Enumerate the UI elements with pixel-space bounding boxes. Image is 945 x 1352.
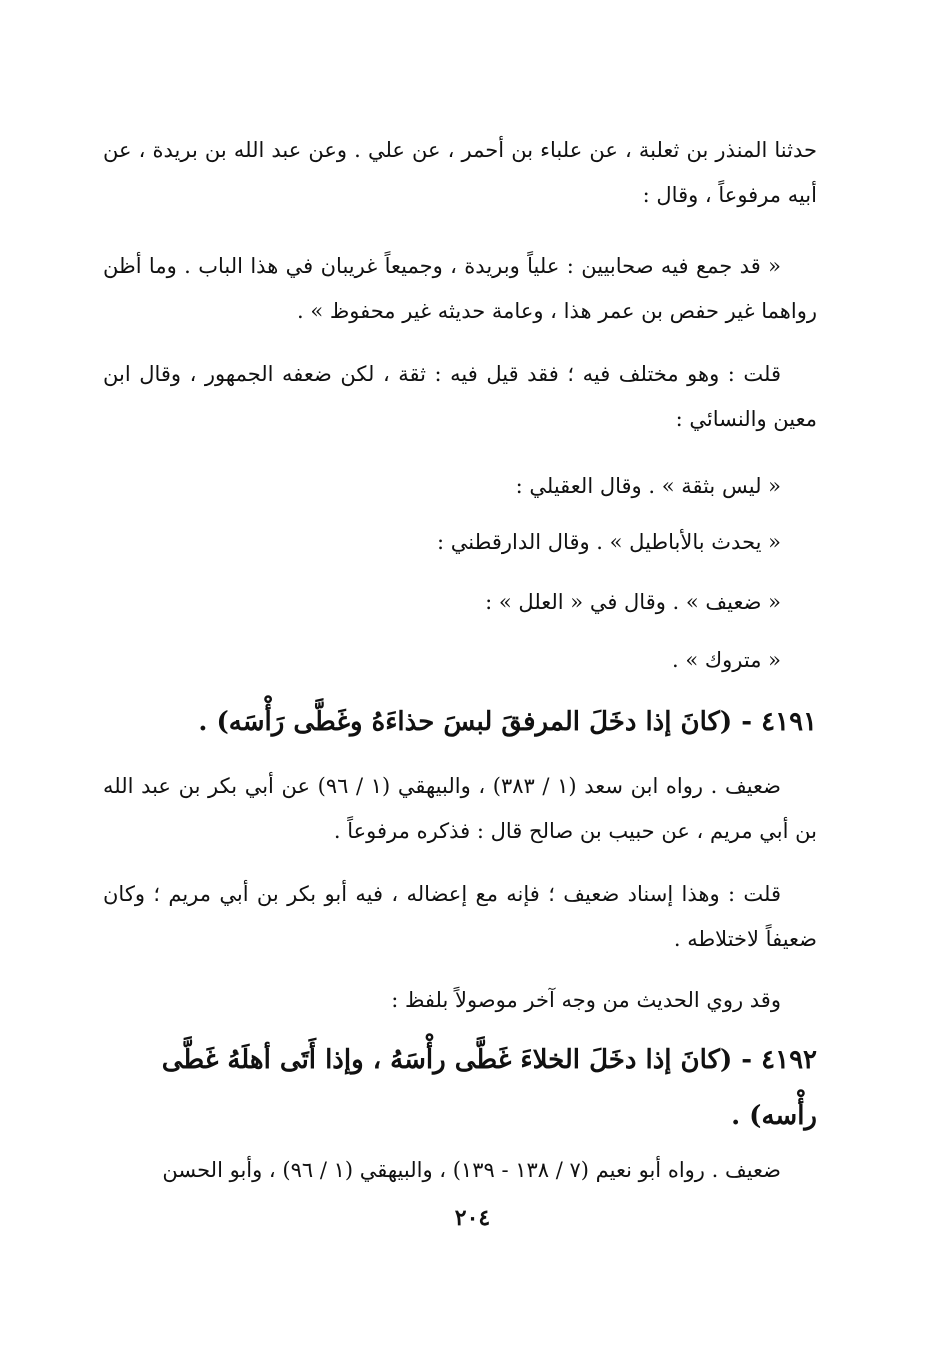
- paragraph-quote-two-companions: « قد جمع فيه صحابيين : علياً وبريدة ، وجميعاً غريبان في هذا الباب . وما أظن رواهما غير حفص بن عمر هذا ، وعامة حديثه غير محفوظ » .: [103, 254, 817, 323]
- paragraph-false-reports: « يحدث بالأباطيل » . وقال الدارقطني :: [437, 530, 781, 554]
- paragraph-weak: « ضعيف » . وقال في « العلل » :: [485, 590, 781, 614]
- hadith-heading-4191: ٤١٩١ - (كانَ إذا دخَلَ المرفقَ لبسَ حذاءَهُ وغَطَّى رَأْسَه) .: [198, 707, 817, 737]
- paragraph-not-trustworthy: « ليس بثقة » . وقال العقيلي :: [515, 474, 781, 498]
- paragraph-abandoned: « متروك » .: [671, 648, 781, 672]
- paragraph-4191-source: ضعيف . رواه ابن سعد (١ / ٣٨٣) ، والبيهقي (١ / ٩٦) عن أبي بكر بن عبد الله بن أبي مريم ، عن حبيب بن صالح قال : فذكره مرفوعاً .: [103, 774, 817, 843]
- page-number: ٢٠٤: [454, 1205, 491, 1231]
- paragraph-4192-source: ضعيف . رواه أبو نعيم (٧ / ١٣٨ - ١٣٩) ، والبيهقي (١ / ٩٦) ، وأبو الحسن: [162, 1158, 781, 1182]
- paragraph-chain-end: حدثنا المنذر بن ثعلبة ، عن علباء بن أحمر ، عن علي . وعن عبد الله بن بريدة ، عن أبيه مرفوعاً ، وقال :: [103, 138, 817, 207]
- paragraph-other-route: وقد روي الحديث من وجه آخر موصولاً بلفظ :: [391, 988, 781, 1012]
- hadith-heading-4192: ٤١٩٢ - (كانَ إذا دخَلَ الخلاءَ غَطَّى رأْسَهُ ، وإذا أَتَى أهلَهُ غَطَّى رأْسه) .: [161, 1045, 817, 1131]
- paragraph-4191-chain-weak: قلت : وهذا إسناد ضعيف ؛ فإنه مع إعضاله ، فيه أبو بكر بن أبي مريم ؛ وكان ضعيفاً لاختلاطه .: [103, 882, 817, 951]
- paragraph-narrator-assessment: قلت : وهو مختلف فيه ؛ فقد قيل فيه : ثقة ، لكن ضعفه الجمهور ، وقال ابن معين والنسائي :: [103, 362, 817, 431]
